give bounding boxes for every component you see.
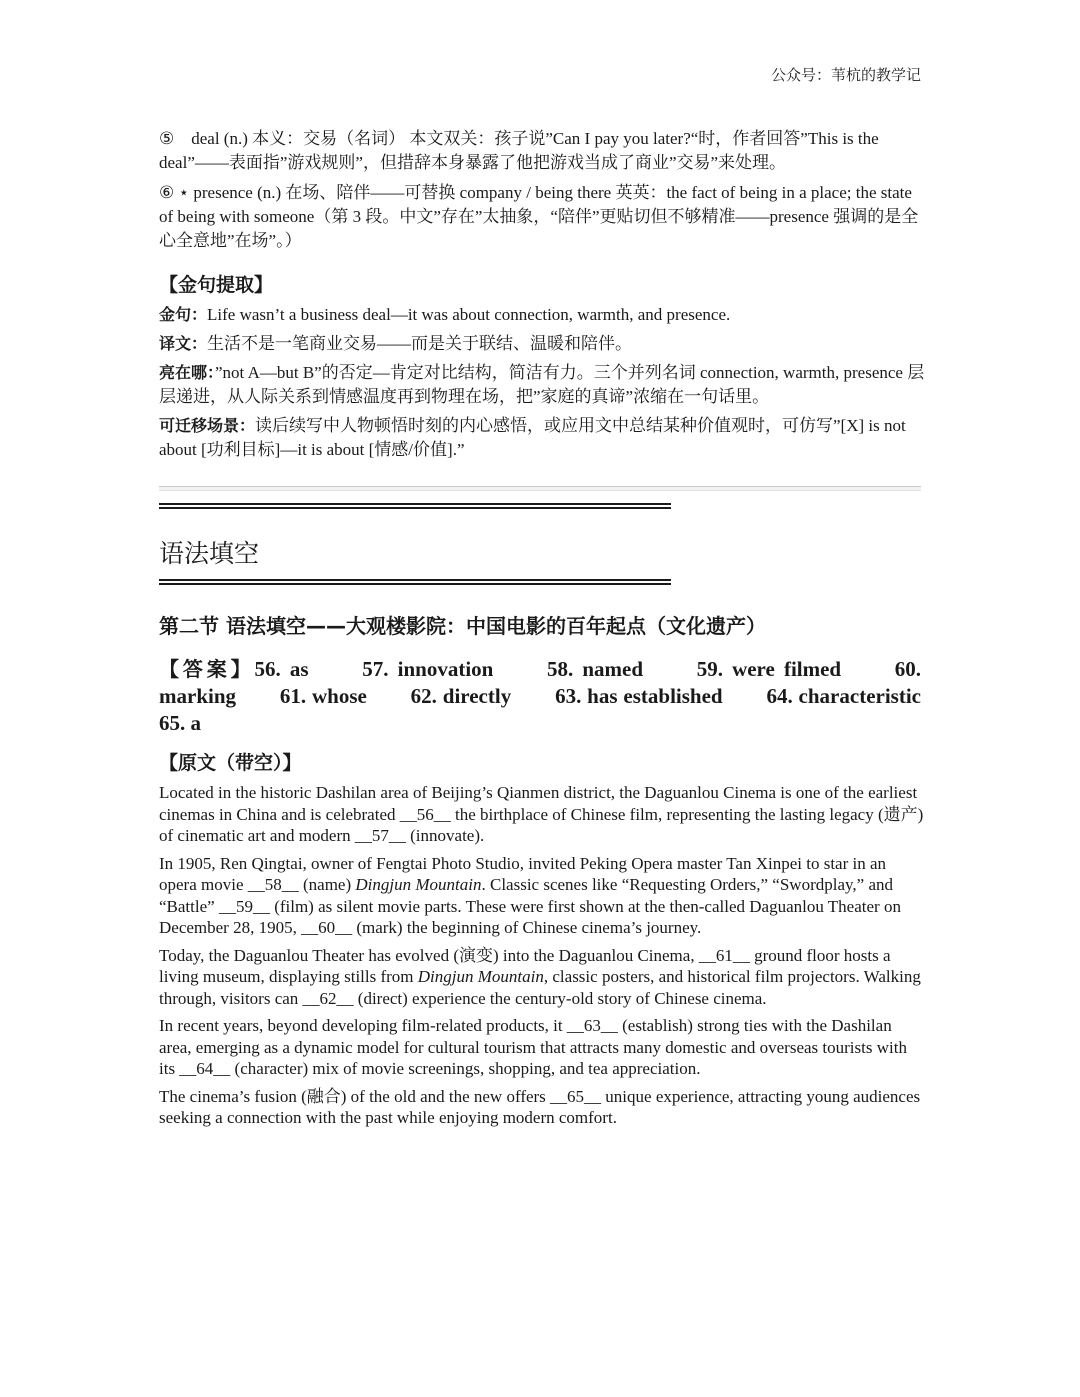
vocab-notes [159, 127, 929, 259]
golden-transfer [159, 414, 929, 462]
golden-sentence-label: 金句： [159, 305, 208, 324]
original-text-heading: 【原文（带空）】 [159, 752, 302, 774]
passage-text: Today, the Daguanlou Theater has evolved (演变) into the Daguanlou Cinema, __61__ ground floor hosts a living museum, displaying stills from [159, 945, 891, 986]
translation-text: 生活不是一笔商业交易——而是关于联结、温暖和陪伴。 [207, 334, 633, 353]
header-account: 公众号：苇杭的教学记 [770, 66, 921, 84]
section-title: 语法填空 [159, 539, 260, 568]
passage-text: In 1905, Ren Qingtai, owner of Fengtai Photo Studio, invited Peking Opera master Tan Xinpei to star in an opera movie __58__ (name) [159, 853, 887, 894]
golden-sentence-block [159, 303, 929, 467]
passage-paragraph-1: Located in the historic Dashilan area of Beijing’s Qianmen district, the Daguanlou Cinema is one of the earliest cinemas in China and is celebrated __56__ the birthplace of Chinese film, representing the lasting legacy (遗产) of cinematic art and modern __57__ (innovate). [159, 783, 924, 845]
golden-translation [159, 332, 929, 356]
passage-paragraph-3 [159, 945, 924, 1010]
transfer-label: 可迁移场景： [159, 416, 256, 435]
highlight-label: 亮在哪： [159, 363, 216, 382]
passage-paragraph-2 [159, 853, 924, 939]
double-rule-bottom [159, 579, 671, 585]
answer-list: 56. as 57. innovation 58. named 59. were filmed 60. marking 61. whose 62. directly 63. has established 64. characteristic 65. a [159, 657, 922, 735]
vocab-item-presence: ⑥ ⋆ presence (n.) 在场、陪伴——可替换 company / being there 英英：the fact of being in a place; the state of being with someone（第 3 段。中文”存在”太抽象，“陪伴”更贴切但不够精准——presence 强调的是全心全意地”在场”。） [159, 183, 919, 250]
answer-key [159, 656, 921, 737]
passage-text: . Classic scenes like “Requesting Orders,” “Swordplay,” and “Battle” __59__ (film) as silent movie parts. These were first shown at the then-called Daguanlou Theater on December 28, 1905, __60__ (mark) the beginning of Chinese cinema’s journey. [159, 875, 901, 937]
vocab-item-deal: ⑤ deal (n.) 本义：交易（名词） 本文双关：孩子说”Can I pay you later?“时，作者回答”This is the deal”——表面指”游戏规则”，但措辞本身暴露了他把游戏当成了商业”交易”来处理。 [159, 129, 879, 172]
translation-label: 译文： [159, 334, 208, 353]
movie-title: Dingjun Mountain [417, 967, 544, 986]
golden-sentence [159, 303, 929, 327]
golden-sentence-text: Life wasn’t a business deal—it was about connection, warmth, and presence. [207, 305, 731, 324]
highlight-text: ”not A—but B”的否定—肯定对比结构，简洁有力。三个并列名词 connection, warmth, presence 层层递进，从人际关系到情感温度再到物理在场，把”家庭的真谛”浓缩在一句话里。 [159, 363, 925, 406]
section-subtitle: 第二节 语法填空——大观楼影院：中国电影的百年起点（文化遗产） [159, 614, 766, 638]
passage-text: , classic posters, and historical film projectors. Walking through, visitors can __62__ (direct) experience the century-old story of Chinese cinema. [159, 967, 921, 1008]
movie-title: Dingjun Mountain [355, 875, 482, 894]
golden-sentence-heading: 【金句提取】 [159, 274, 274, 296]
transfer-text: 读后续写中人物顿悟时刻的内心感悟，或应用文中总结某种价值观时，可仿写”[X] is not about [功利目标]—it is about [情感/价值].” [159, 416, 906, 459]
passage [159, 782, 924, 1135]
horizontal-rule [159, 486, 921, 491]
golden-highlight [159, 361, 929, 409]
passage-paragraph-4: In recent years, beyond developing film-related products, it __63__ (establish) strong ties with the Dashilan area, emerging as a dynamic model for cultural tourism that attracts many domestic and overseas tourists with its __64__ (character) mix of movie screenings, shopping, and tea appreciation. [159, 1016, 907, 1078]
answer-label: 【答案】 [159, 657, 255, 681]
double-rule-top [159, 503, 671, 509]
passage-paragraph-5: The cinema’s fusion (融合) of the old and the new offers __65__ unique experience, attracting young audiences seeking a connection with the past while enjoying modern comfort. [159, 1086, 921, 1127]
